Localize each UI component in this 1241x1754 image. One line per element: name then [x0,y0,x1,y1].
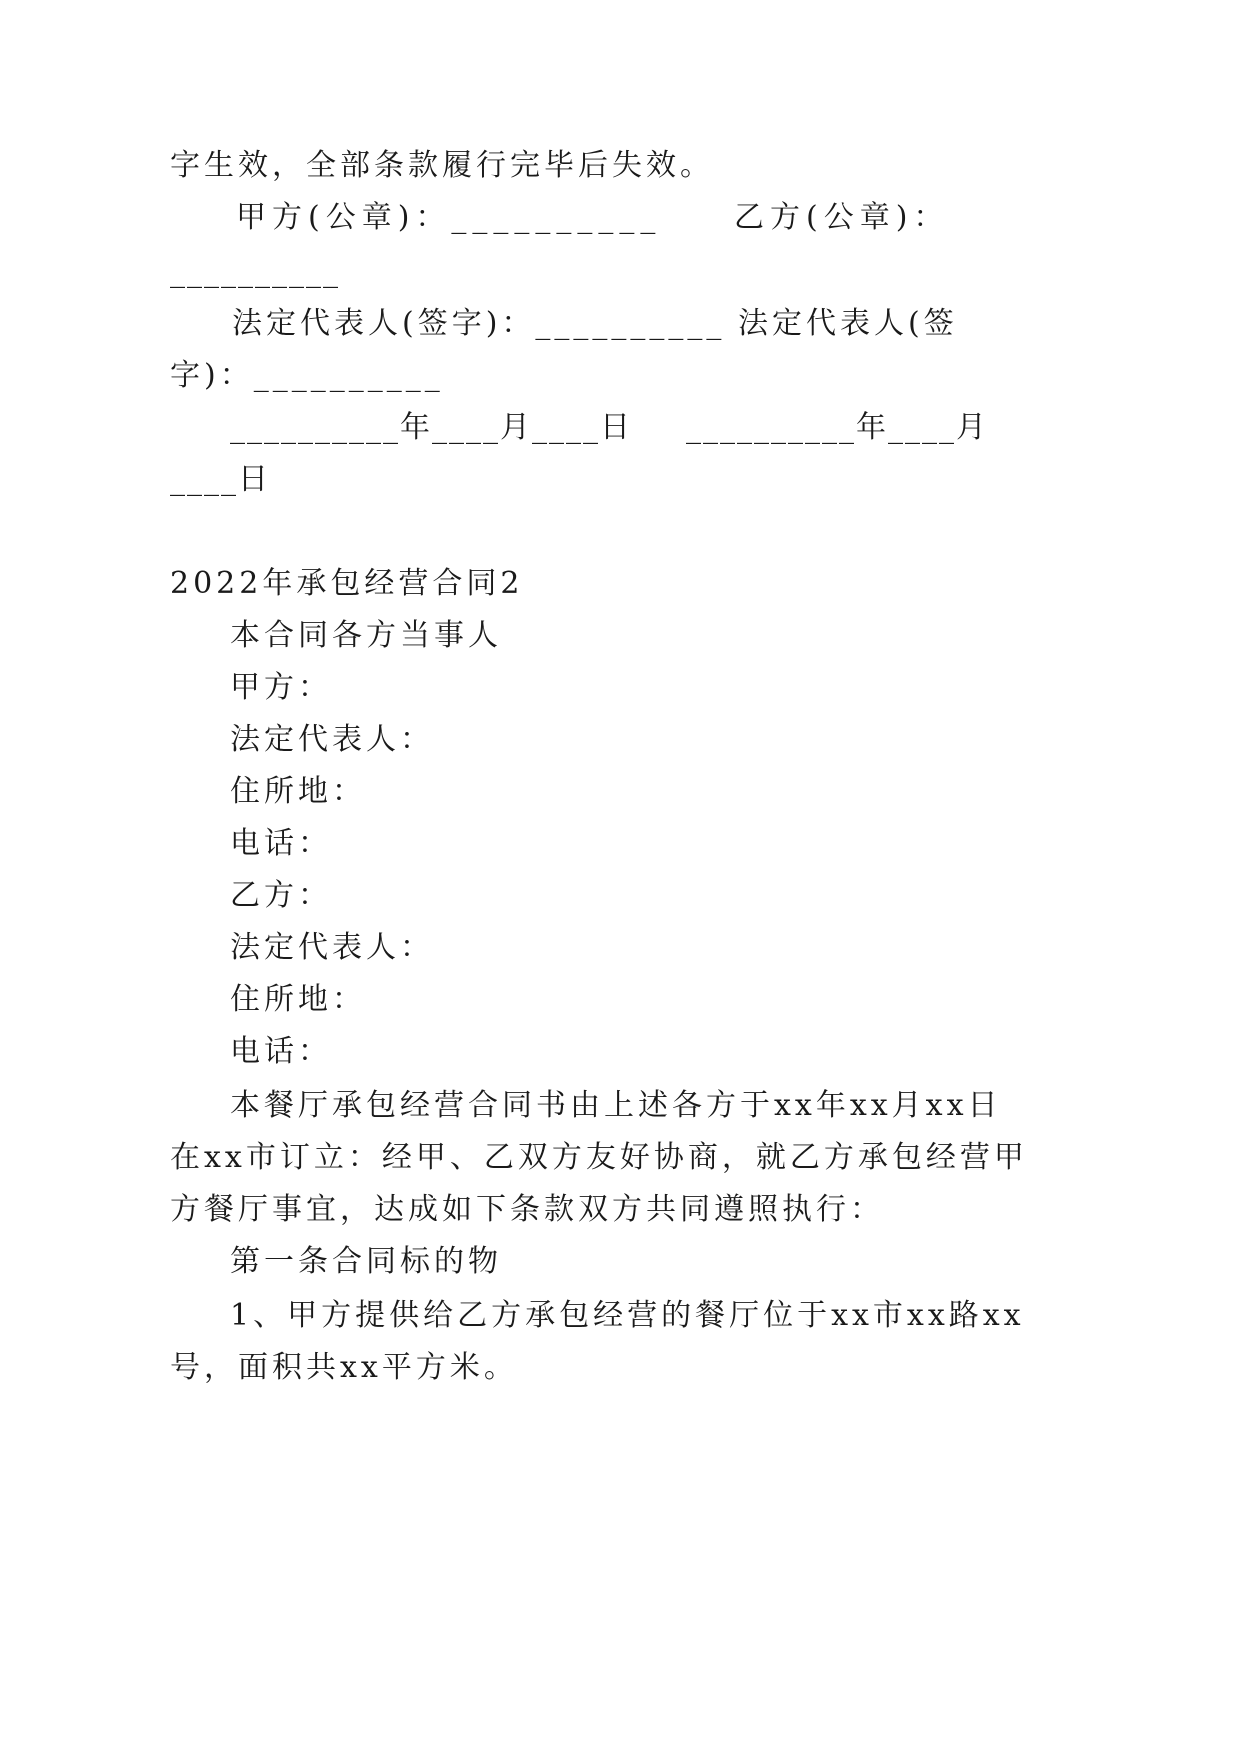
text-line-effective: 字生效，全部条款履行完毕后失效。 [170,148,714,183]
party-b-legal-representative-label: 法定代表人： [230,930,434,965]
party-b-seal-blank: __________ [170,254,340,289]
party-b-phone-label: 电话： [230,1034,332,1069]
party-a-legal-representative-label: 法定代表人： [230,722,434,757]
party-a-address-label: 住所地： [230,774,366,809]
party-a-seal: 甲方(公章)：__________ [236,200,662,235]
party-b-label: 乙方： [230,878,332,913]
party-a-date: __________年____月____日 [230,410,632,445]
article-one-title: 第一条合同标的物 [230,1244,502,1279]
contract-intro-line-2: 在xx市订立：经甲、乙双方友好协商，就乙方承包经营甲 [170,1140,1028,1175]
party-b-date-continued: ____日 [170,462,270,497]
contract-intro-line-3: 方餐厅事宜，达成如下条款双方共同遵照执行： [170,1192,884,1227]
party-b-address-label: 住所地： [230,982,366,1017]
party-a-phone-label: 电话： [230,826,332,861]
parties-heading: 本合同各方当事人 [230,618,502,653]
article-one-item-1-line-1: 1、甲方提供给乙方承包经营的餐厅位于xx市xx路xx [230,1298,1025,1333]
party-b-representative-signature-continued: 字)：__________ [170,358,444,393]
party-a-representative-signature: 法定代表人(签字)：__________ [232,306,726,341]
party-a-label: 甲方： [230,670,332,705]
party-b-seal: 乙方(公章)： [734,200,950,235]
party-b-date: __________年____月 [686,410,988,445]
article-one-item-1-line-2: 号，面积共xx平方米。 [170,1350,518,1385]
party-b-representative-signature: 法定代表人(签 [738,306,958,341]
section-title: 2022年承包经营合同2 [170,566,524,601]
contract-intro-line-1: 本餐厅承包经营合同书由上述各方于xx年xx月xx日 [230,1088,1002,1123]
